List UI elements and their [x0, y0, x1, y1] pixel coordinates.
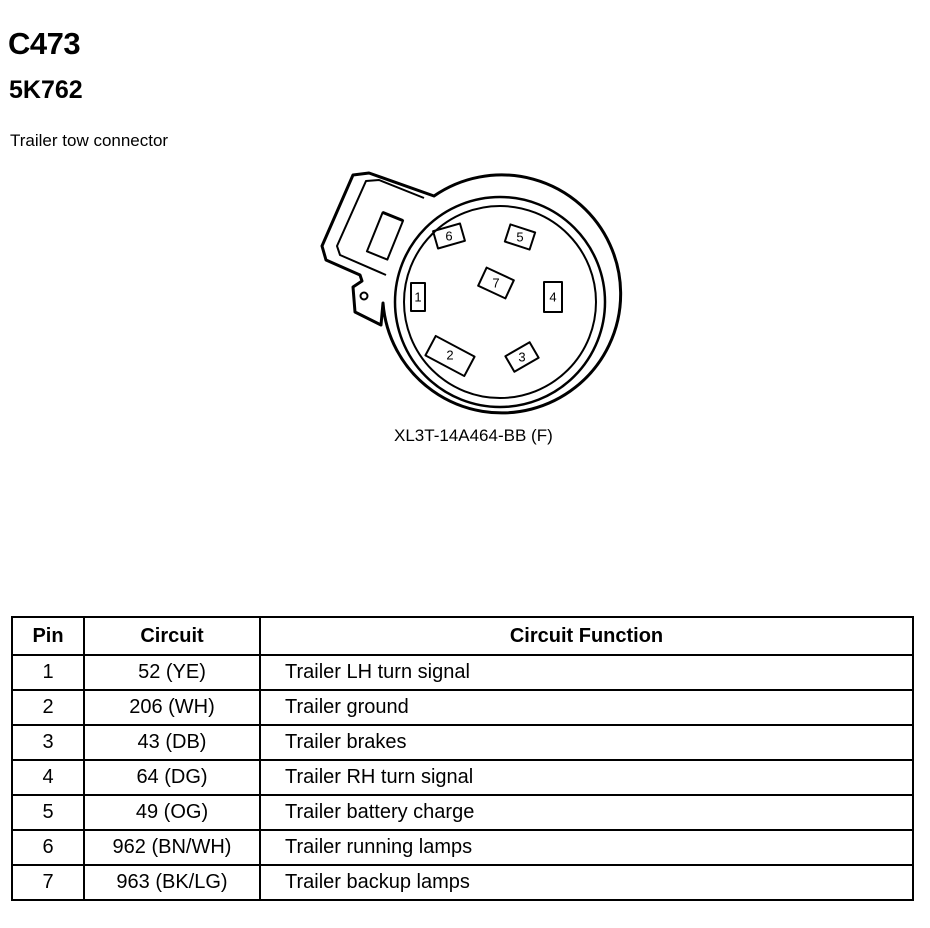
cell-pin: 1: [12, 655, 84, 690]
cell-pin: 2: [12, 690, 84, 725]
cell-circuit: 52 (YE): [84, 655, 260, 690]
cell-pin: 4: [12, 760, 84, 795]
connector-diagram: [300, 165, 630, 425]
pinout-table: [11, 616, 914, 901]
mounting-hole: [361, 293, 368, 300]
cell-function: Trailer brakes: [260, 725, 913, 760]
cell-pin: 3: [12, 725, 84, 760]
cell-function: Trailer running lamps: [260, 830, 913, 865]
table-row: [12, 725, 913, 760]
pin-4-label: 4: [549, 289, 557, 305]
header-function: Circuit Function: [260, 617, 913, 655]
cell-circuit: 963 (BK/LG): [84, 865, 260, 900]
connector-description: Trailer tow connector: [10, 131, 169, 150]
cell-function: Trailer RH turn signal: [260, 760, 913, 795]
part-number: XL3T-14A464-BB (F): [394, 426, 553, 445]
face-ring-inner: [404, 206, 596, 398]
table-row: [12, 760, 913, 795]
cell-circuit: 64 (DG): [84, 760, 260, 795]
table-row: [12, 830, 913, 865]
header-circuit: Circuit: [84, 617, 260, 655]
header-pin: Pin: [12, 617, 84, 655]
cell-pin: 5: [12, 795, 84, 830]
latch-slot: [367, 212, 403, 259]
pin-7-label: 7: [492, 275, 500, 291]
cell-circuit: 43 (DB): [84, 725, 260, 760]
table-row: [12, 655, 913, 690]
connector-subtitle: 5K762: [9, 76, 83, 104]
table-row: [12, 690, 913, 725]
table-row: [12, 795, 913, 830]
pin-6-label: 6: [445, 228, 453, 244]
cell-function: Trailer ground: [260, 690, 913, 725]
cell-circuit: 49 (OG): [84, 795, 260, 830]
pin-5-label: 5: [516, 229, 524, 245]
pin-2-label: 2: [446, 347, 454, 363]
cell-function: Trailer battery charge: [260, 795, 913, 830]
cell-circuit: 962 (BN/WH): [84, 830, 260, 865]
table-header-row: [12, 617, 913, 655]
face-ring-outer: [395, 197, 605, 407]
cell-pin: 6: [12, 830, 84, 865]
latch-outline: [337, 180, 424, 275]
pin-1-label: 1: [414, 289, 422, 305]
cell-circuit: 206 (WH): [84, 690, 260, 725]
cell-function: Trailer LH turn signal: [260, 655, 913, 690]
table-row: [12, 865, 913, 900]
pin-3-label: 3: [518, 349, 526, 365]
cell-pin: 7: [12, 865, 84, 900]
cell-function: Trailer backup lamps: [260, 865, 913, 900]
connector-id: C473: [8, 26, 81, 61]
